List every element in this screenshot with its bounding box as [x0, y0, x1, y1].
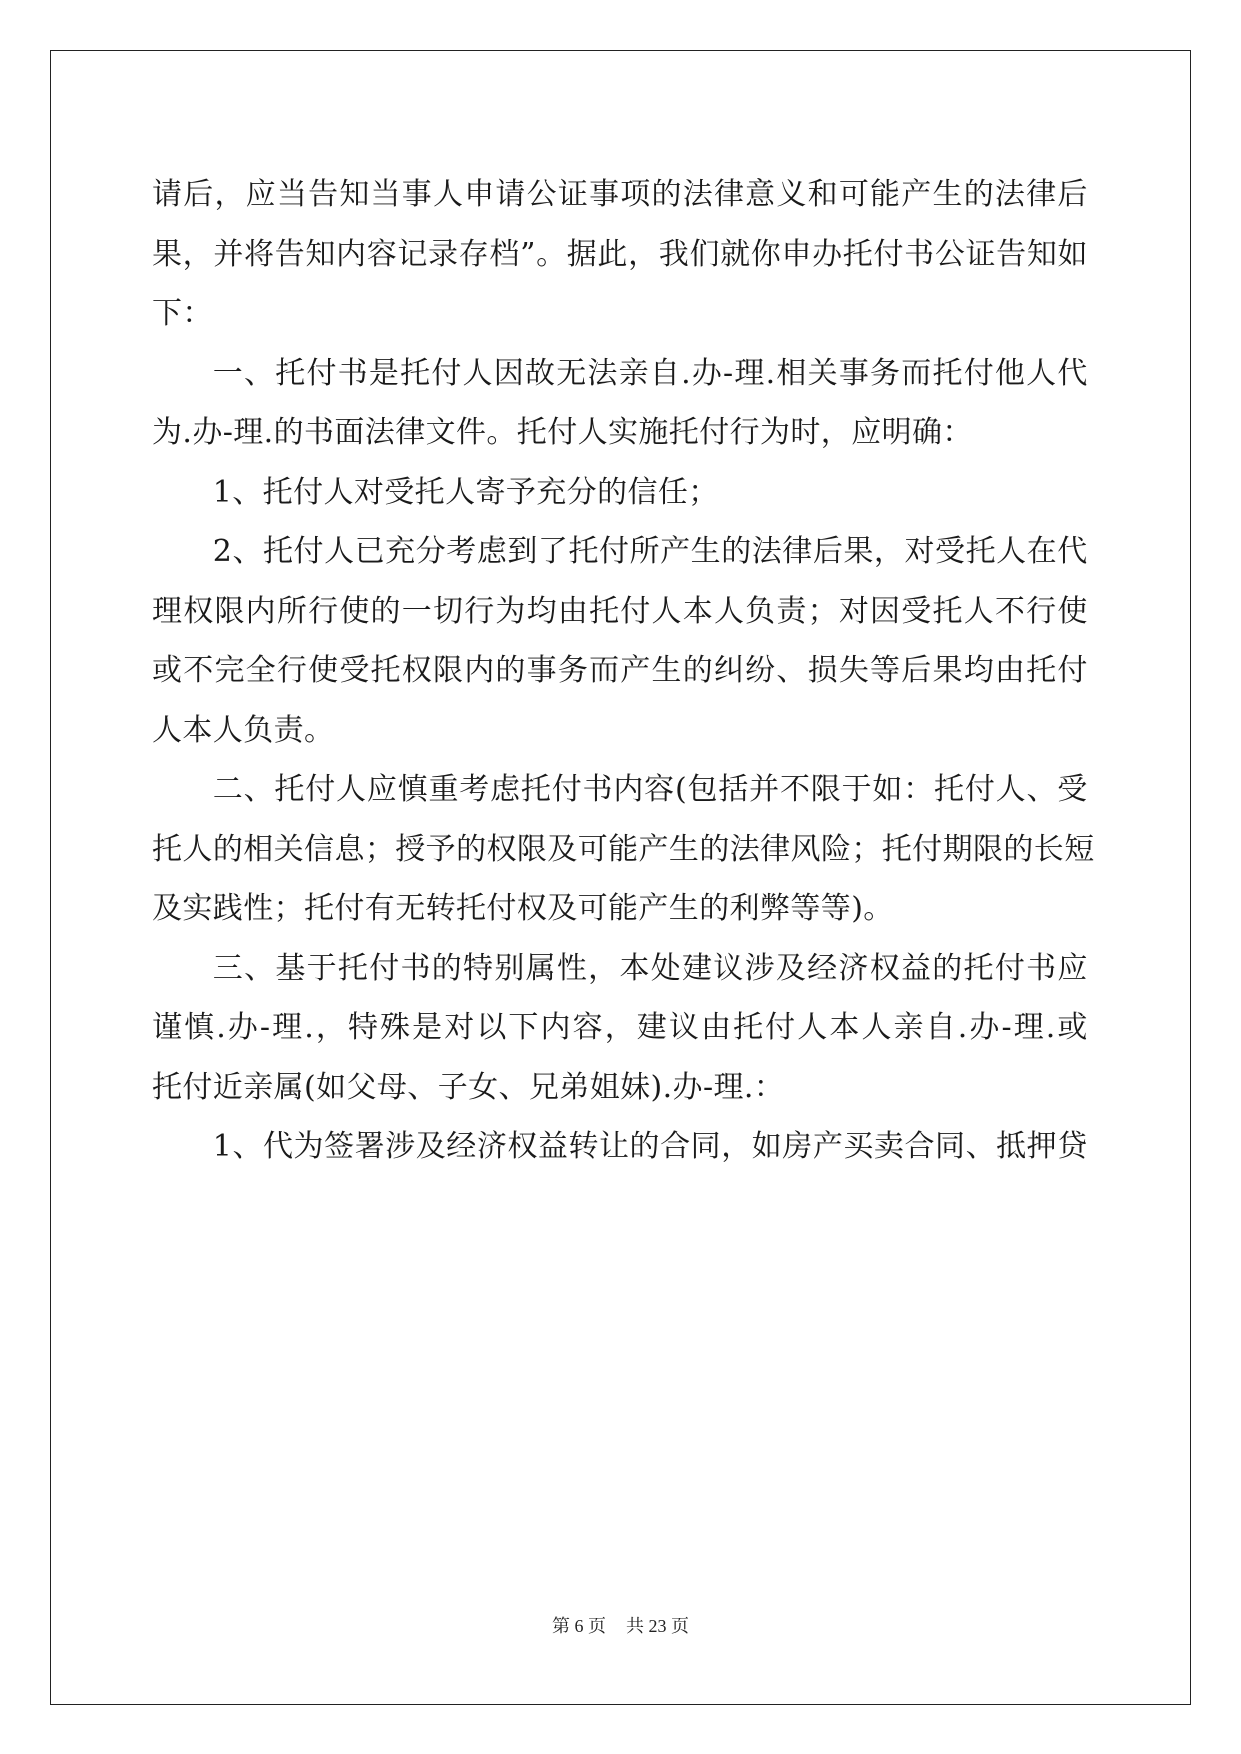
text-line: 请 后 ， 应 当 告 知 当 事 人 申 请 公 证 事 项 的 法 律 意 义 和 可 能 产 生 的 法 律 后: [152, 177, 1088, 212]
page-footer: [0, 1612, 1241, 1638]
text-line: 人本人负责。: [152, 712, 335, 748]
document-body: [152, 165, 1095, 1177]
text-line: 托付近亲属(如父母、子女、兄弟姐妹).办-理.：: [152, 1069, 785, 1105]
text-line: 一 、 托 付 书 是 托 付 人 因 故 无 法 亲 自 . 办 - 理 . 相 关 事 务 而 托 付 他 人 代: [152, 355, 1088, 391]
page-number: 第 6 页: [552, 1616, 606, 1636]
text-line: 托 人 的 相 关 信 息 ； 授 予 的 权 限 及 可 能 产 生 的 法 律 风 险 ； 托 付 期 限 的 长 短: [152, 831, 1095, 867]
text-line: 1 、 代 为 签 署 涉 及 经 济 权 益 转 让 的 合 同 ， 如 房 产 买 卖 合 同 、 抵 押 贷: [152, 1129, 1088, 1164]
text-line: 二 、 托 付 人 应 慎 重 考 虑 托 付 书 内 容 ( 包 括 并 不 限 于 如 ： 托 付 人 、 受: [152, 772, 1088, 807]
text-line: 或 不 完 全 行 使 受 托 权 限 内 的 事 务 而 产 生 的 纠 纷 、 损 失 等 后 果 均 由 托 付: [152, 653, 1088, 688]
text-line: 理 权 限 内 所 行 使 的 一 切 行 为 均 由 托 付 人 本 人 负 责 ； 对 因 受 托 人 不 行 使: [152, 593, 1088, 629]
page-total: 共 23 页: [626, 1616, 689, 1636]
text-line: 果 ， 并 将 告 知 内 容 记 录 存 档 ” 。 据 此 ， 我 们 就 你 申 办 托 付 书 公 证 告 知 如: [152, 236, 1088, 272]
text-line: 2 、 托 付 人 已 充 分 考 虑 到 了 托 付 所 产 生 的 法 律 后 果 ， 对 受 托 人 在 代: [152, 534, 1088, 569]
text-line: 1、托付人对受托人寄予充分的信任；: [152, 474, 719, 510]
text-line: 谨 慎 . 办 - 理 . ， 特 殊 是 对 以 下 内 容 ， 建 议 由 托 付 人 本 人 亲 自 . 办 - 理 . 或: [152, 1010, 1088, 1045]
text-line: 下：: [152, 296, 213, 331]
text-line: 为.办-理.的书面法律文件。托付人实施托付行为时，应明确：: [152, 415, 973, 450]
text-line: 及实践性；托付有无转托付权及可能产生的利弊等等)。: [152, 891, 894, 926]
text-line: 三 、 基 于 托 付 书 的 特 别 属 性 ， 本 处 建 议 涉 及 经 济 权 益 的 托 付 书 应: [152, 950, 1088, 986]
